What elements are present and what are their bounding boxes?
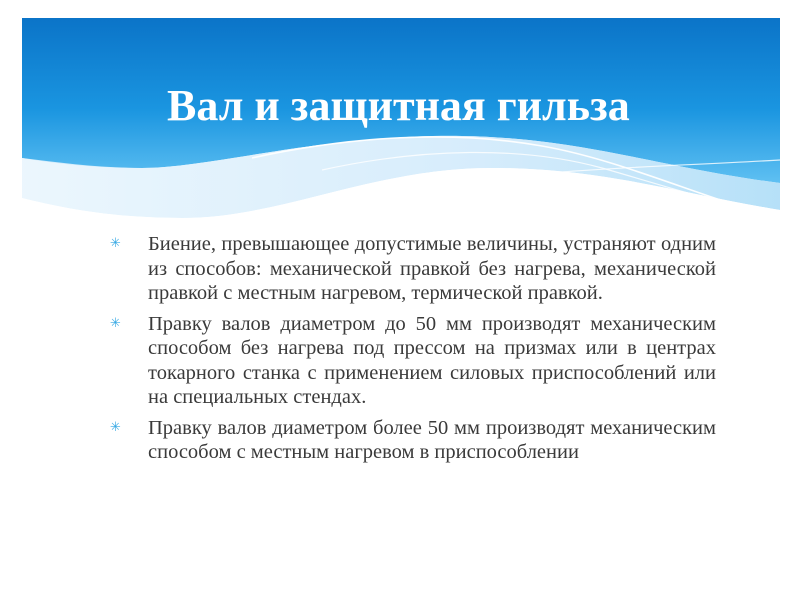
slide-content (110, 232, 716, 471)
header-banner (22, 18, 780, 238)
bullet-text: Биение, превышающее допустимые величины, устраняют одним из способов: механической правкой без нагрева, механической правкой с местным нагревом, термической правкой. (148, 233, 716, 304)
asterisk-bullet-icon: ✳ (110, 236, 121, 251)
bullet-item (110, 312, 716, 410)
slide-title: Вал и защитная гильза (167, 81, 630, 130)
bullet-text: Правку валов диаметром до 50 мм производят механическим способом без нагрева под прессом на призмах или в центрах токарного станка с применением силовых приспособлений или на специальных стендах. (148, 312, 716, 408)
asterisk-bullet-icon: ✳ (110, 315, 121, 331)
bullet-item (110, 416, 716, 465)
bullet-list (110, 232, 716, 465)
bullet-item (110, 232, 716, 306)
asterisk-bullet-icon: ✳ (110, 419, 121, 435)
bullet-text: Правку валов диаметром более 50 мм производят механическим способом с местным нагревом в приспособлении (148, 416, 716, 463)
